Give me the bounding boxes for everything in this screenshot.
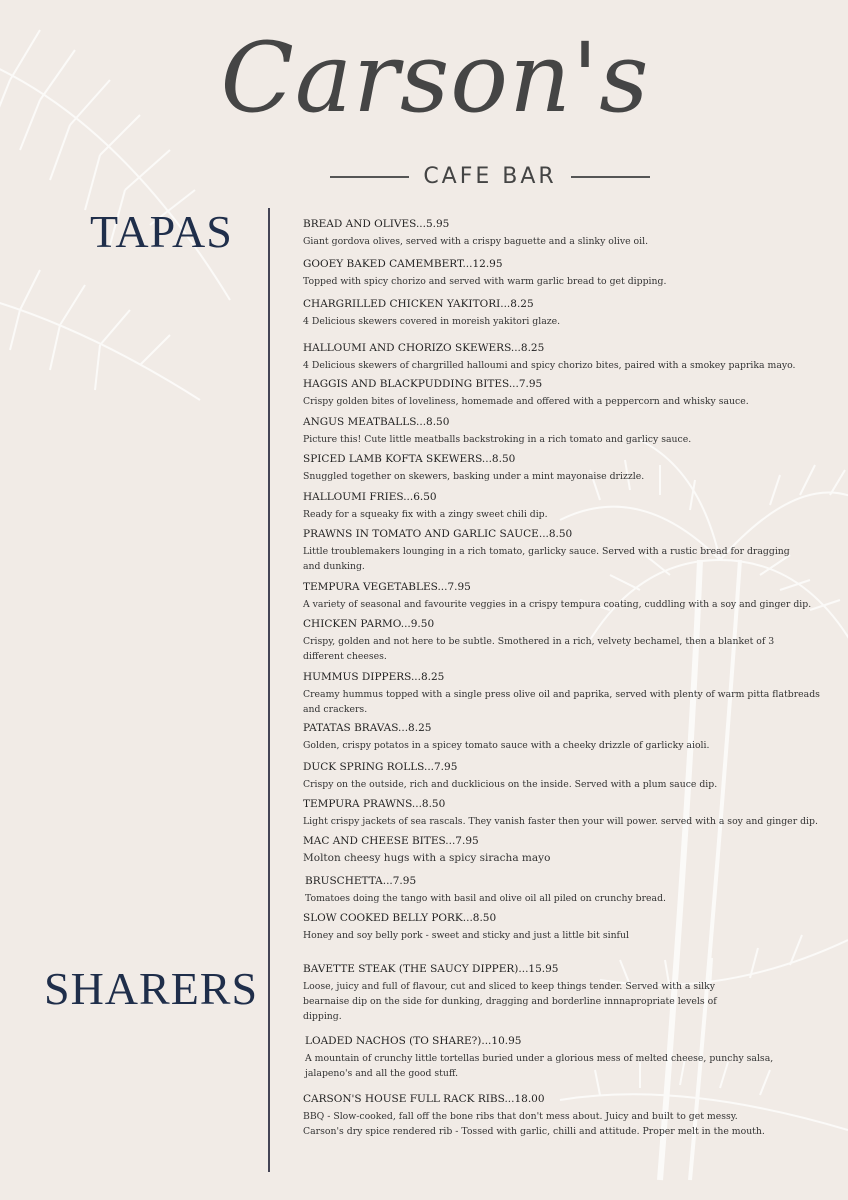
- logo-rule-left: [330, 176, 409, 178]
- brand-subtitle-text: CAFE BAR: [423, 164, 557, 189]
- menu-item: [303, 760, 833, 792]
- menu-item-description: 4 Delicious skewers covered in moreish yakitori glaze.: [303, 316, 561, 327]
- menu-item-name: TEMPURA PRAWNS...8.50: [303, 798, 446, 810]
- menu-item: [303, 377, 833, 409]
- menu-item-name: BAVETTE STEAK (THE SAUCY DIPPER)...15.95: [303, 963, 559, 975]
- menu-item: [303, 911, 833, 943]
- menu-item-description: Topped with spicy chorizo and served with warm garlic bread to get dipping.: [303, 276, 667, 287]
- menu-item-description: Picture this! Cute little meatballs backstroking in a rich tomato and garlicy sauce.: [303, 434, 692, 445]
- menu-item-name: CHICKEN PARMO...9.50: [303, 618, 435, 630]
- menu-item-name: BREAD AND OLIVES...5.95: [303, 218, 450, 230]
- menu-item: [303, 670, 833, 717]
- brand-subtitle: [330, 164, 650, 189]
- menu-item: [303, 452, 833, 484]
- menu-item-description: BBQ - Slow-cooked, fall off the bone ribs that don't mess about. Juicy and built to get messy.: [303, 1111, 738, 1122]
- menu-item-name: SPICED LAMB KOFTA SKEWERS...8.50: [303, 453, 516, 465]
- menu-item-name: HALLOUMI AND CHORIZO SKEWERS...8.25: [303, 342, 545, 354]
- menu-item-description: Ready for a squeaky fix with a zingy sweet chili dip.: [303, 509, 548, 520]
- menu-item: [303, 617, 803, 664]
- menu-item-description-secondary: Carson's dry spice rendered rib - Tossed with garlic, chilli and attitude. Proper melt in the mouth.: [303, 1126, 765, 1137]
- section-divider: [268, 208, 270, 1172]
- menu-item: [303, 257, 833, 289]
- menu-item-name: TEMPURA VEGETABLES...7.95: [303, 581, 471, 593]
- menu-item-name: HAGGIS AND BLACKPUDDING BITES...7.95: [303, 378, 543, 390]
- section-title-sharers: SHARERS: [44, 963, 259, 1014]
- menu-item-description: Giant gordova olives, served with a crispy baguette and a slinky olive oil.: [303, 236, 649, 247]
- menu-item: [303, 527, 803, 574]
- menu-item: [303, 962, 733, 1024]
- section-title-tapas: TAPAS: [90, 206, 233, 257]
- menu-item-name: LOADED NACHOS (TO SHARE?)...10.95: [305, 1035, 522, 1047]
- menu-item: [303, 1092, 833, 1139]
- menu-item-name: PATATAS BRAVAS...8.25: [303, 722, 432, 734]
- menu-item-name: DUCK SPRING ROLLS...7.95: [303, 761, 458, 773]
- menu-item-name: HALLOUMI FRIES...6.50: [303, 491, 437, 503]
- menu-item: [303, 490, 833, 522]
- menu-item: [303, 721, 833, 753]
- menu-item: [303, 797, 833, 829]
- menu-item-description: Snuggled together on skewers, basking under a mint mayonaise drizzle.: [303, 471, 645, 482]
- menu-item-description: Tomatoes doing the tango with basil and olive oil all piled on crunchy bread.: [305, 893, 666, 904]
- menu-item-name: HUMMUS DIPPERS...8.25: [303, 671, 445, 683]
- menu-item: [303, 217, 833, 249]
- menu-item-name: ANGUS MEATBALLS...8.50: [303, 416, 450, 428]
- menu-item: [305, 874, 835, 906]
- menu-item: [303, 297, 833, 329]
- menu-item-description: 4 Delicious skewers of chargrilled halloumi and spicy chorizo bites, paired with a smokey paprika mayo.: [303, 360, 796, 371]
- menu-item: [305, 1034, 795, 1081]
- menu-item-name: CHARGRILLED CHICKEN YAKITORI...8.25: [303, 298, 534, 310]
- logo-rule-right: [571, 176, 650, 178]
- menu-item-description: Molton cheesy hugs with a spicy siracha mayo: [303, 852, 551, 864]
- menu-item-name: MAC AND CHEESE BITES...7.95: [303, 835, 479, 847]
- menu-item-description: Little troublemakers lounging in a rich tomato, garlicky sauce. Served with a rustic bread for dragging and dunking.: [303, 546, 790, 572]
- menu-item-name: BRUSCHETTA...7.95: [305, 875, 417, 887]
- menu-item: [303, 580, 833, 612]
- menu-item-description: Loose, juicy and full of flavour, cut and sliced to keep things tender. Served with a silky bearnaise dip on the side for dunking, dragging and borderline innnapropriate levels of dipping.: [303, 981, 717, 1022]
- menu-item-name: PRAWNS IN TOMATO AND GARLIC SAUCE...8.50: [303, 528, 573, 540]
- menu-item-name: GOOEY BAKED CAMEMBERT...12.95: [303, 258, 503, 270]
- menu-item-description: Crispy, golden and not here to be subtle. Smothered in a rich, velvety bechamel, then a blanket of 3 different cheeses.: [303, 636, 775, 662]
- menu-item-description: Honey and soy belly pork - sweet and sticky and just a little bit sinful: [303, 930, 629, 941]
- menu-item-description: Golden, crispy potatos in a spicey tomato sauce with a cheeky drizzle of garlicky aioli.: [303, 740, 710, 751]
- brand-logo: Carson's: [220, 22, 650, 134]
- menu-item-name: CARSON'S HOUSE FULL RACK RIBS...18.00: [303, 1093, 545, 1105]
- menu-item: [303, 341, 833, 373]
- menu-item-description: Creamy hummus topped with a single press olive oil and paprika, served with plenty of warm pitta flatbreads and crackers.: [303, 689, 820, 715]
- menu-item-name: SLOW COOKED BELLY PORK...8.50: [303, 912, 497, 924]
- menu-item-description: Crispy on the outside, rich and ducklicious on the inside. Served with a plum sauce dip.: [303, 779, 718, 790]
- menu-item: [303, 834, 833, 866]
- menu-item-description: Crispy golden bites of loveliness, homemade and offered with a peppercorn and whisky sauce.: [303, 396, 749, 407]
- menu-item-description: A mountain of crunchy little tortellas buried under a glorious mess of melted cheese, punchy salsa, jalapeno's and all the good stuff.: [305, 1053, 774, 1079]
- menu-item: [303, 415, 833, 447]
- menu-item-description: A variety of seasonal and favourite veggies in a crispy tempura coating, cuddling with a soy and ginger dip.: [303, 599, 812, 610]
- menu-item-description: Light crispy jackets of sea rascals. They vanish faster then your will power. served with a soy and ginger dip.: [303, 816, 818, 827]
